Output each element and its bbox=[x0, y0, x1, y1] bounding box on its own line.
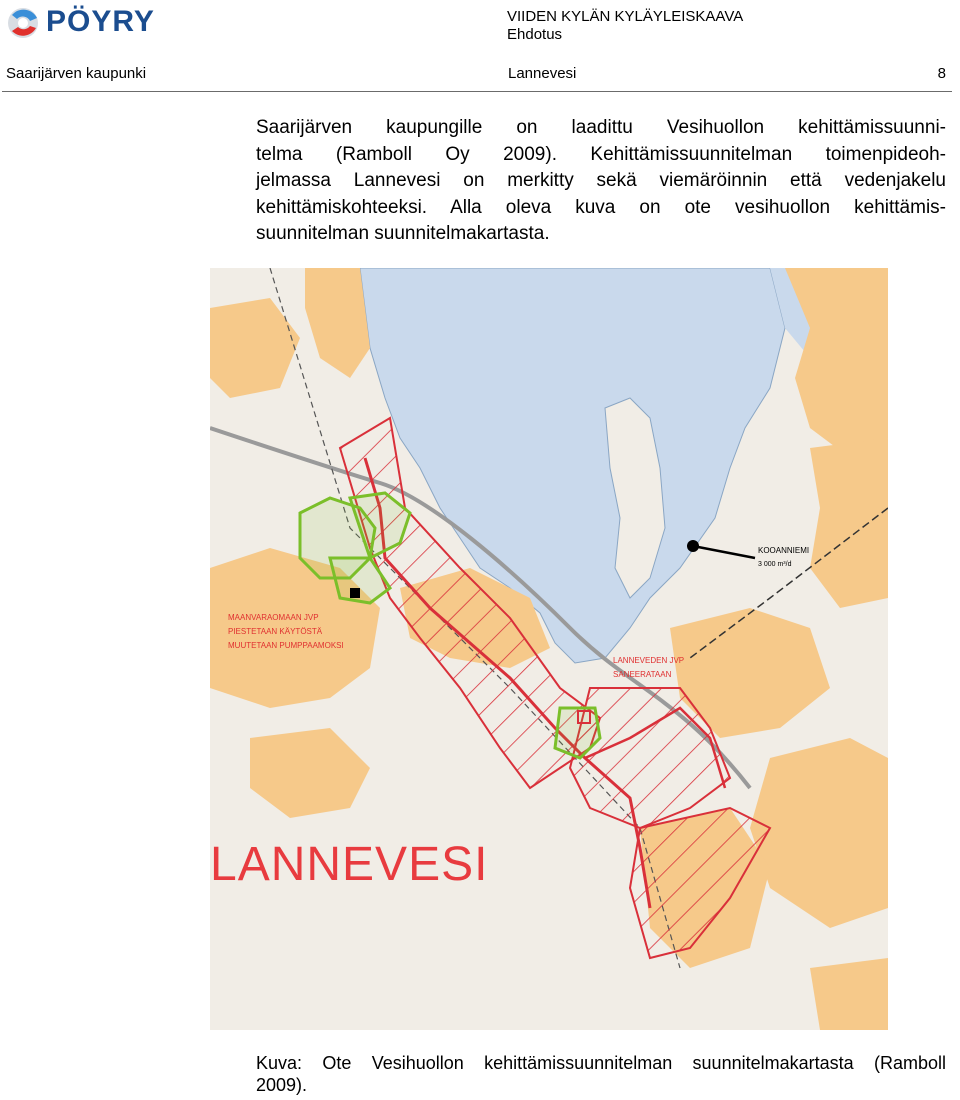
body-line: telma (Ramboll Oy 2009). Kehittämissuunnitelman toimenpideoh- bbox=[256, 143, 946, 165]
header-section: Lannevesi bbox=[508, 65, 577, 82]
body-line: Saarijärven kaupungille on laadittu Vesihuollon kehittämissuunni- bbox=[256, 117, 946, 138]
map-plant-label: LANNEVEDEN JVP bbox=[613, 656, 685, 665]
figure-caption bbox=[256, 1052, 946, 1096]
map-note: MAANVARAOMAAN JVP bbox=[228, 613, 319, 622]
document-subtitle: Ehdotus bbox=[507, 26, 563, 43]
header-municipality: Saarijärven kaupunki bbox=[6, 65, 147, 82]
brand-name: PÖYRY bbox=[46, 5, 155, 38]
field-area bbox=[810, 958, 888, 1030]
body-line: jelmassa Lannevesi on merkitty sekä viemäröinnin että vedenjakelu bbox=[256, 170, 946, 191]
running-header bbox=[6, 65, 946, 85]
body-line: suunnitelman suunnitelmakartasta. bbox=[256, 223, 550, 244]
map-intake-label: KOOANNIEMI bbox=[758, 546, 810, 555]
document-title: VIIDEN KYLÄN KYLÄYLEISKAAVA bbox=[507, 8, 744, 25]
map-note: PIESTETAAN KÄYTÖSTÄ bbox=[228, 627, 323, 636]
document-title-block bbox=[507, 8, 743, 44]
treatment-plant-marker bbox=[350, 588, 360, 598]
poyry-logo-icon bbox=[6, 6, 42, 40]
body-line: kehittämiskohteeksi. Alla oleva kuva on ote vesihuollon kehittämis- bbox=[256, 196, 946, 218]
water-supply-plan-map bbox=[210, 268, 888, 1030]
page-number: 8 bbox=[937, 65, 946, 82]
poyry-logo bbox=[6, 6, 206, 40]
field-area bbox=[810, 438, 888, 608]
map-note: MUUTETAAN PUMPPAAMOKSI bbox=[228, 641, 344, 650]
header-divider bbox=[2, 91, 952, 92]
map-svg bbox=[210, 268, 888, 1030]
body-paragraph bbox=[256, 115, 946, 248]
map-plant-label: SANEERATAAN bbox=[613, 670, 672, 679]
map-intake-label: 3 000 m³/d bbox=[758, 561, 792, 568]
caption-line: 2009). bbox=[256, 1075, 308, 1095]
map-place-label: LANNEVESI bbox=[210, 838, 489, 891]
caption-line: Kuva: Ote Vesihuollon kehittämissuunnitelman suunnitelmakartasta (Ramboll bbox=[256, 1053, 946, 1073]
